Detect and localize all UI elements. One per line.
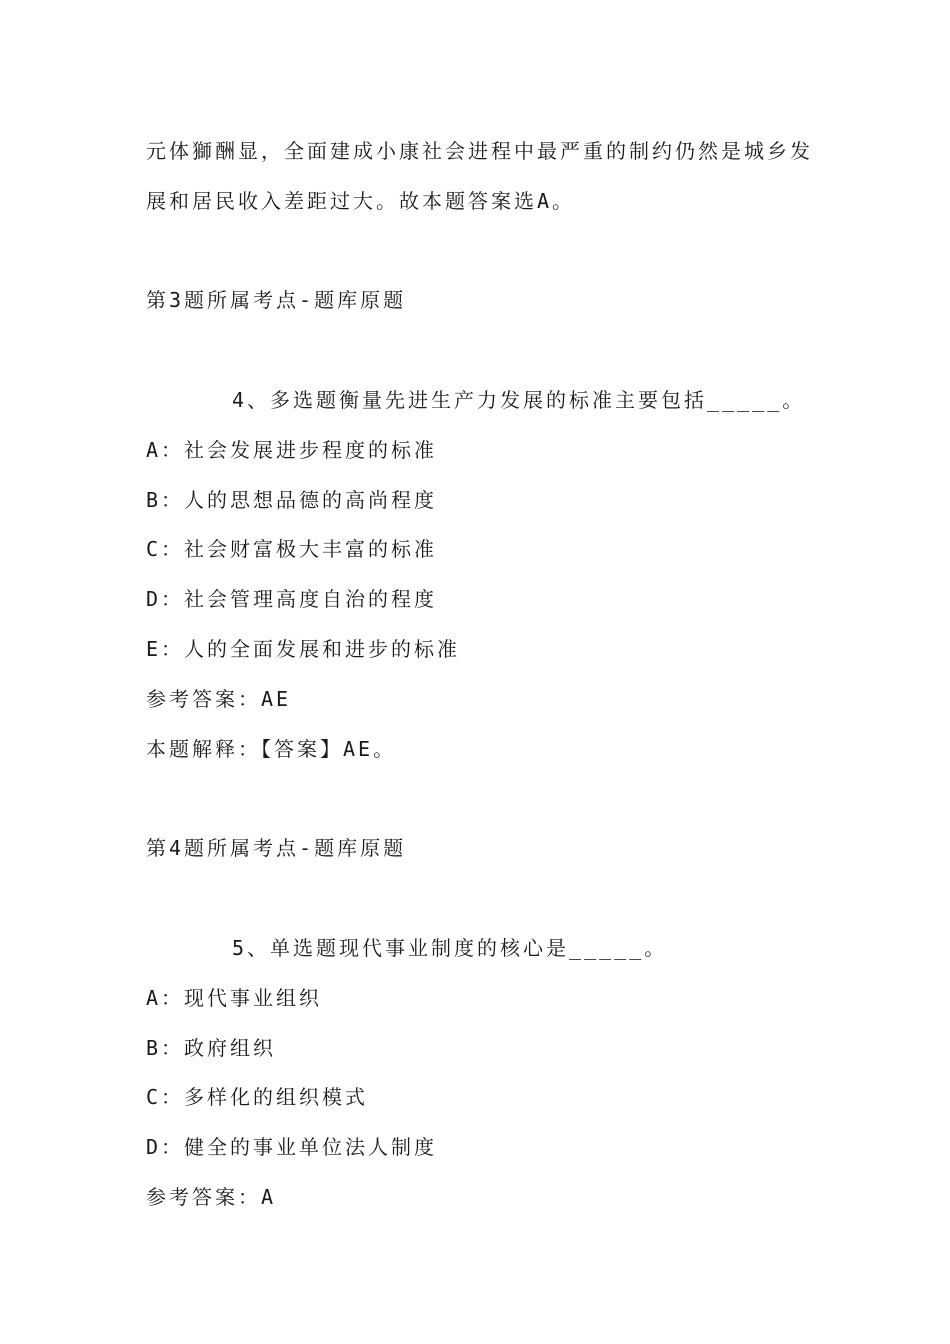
- q4-explanation: 本题解释：【答案】AE。: [146, 737, 397, 761]
- q5-title: 5、单选题现代事业制度的核心是_____。: [232, 936, 668, 960]
- q5-answer: 参考答案：A: [146, 1185, 277, 1209]
- q4-knowledge-point: 第4题所属考点-题库原题: [146, 836, 407, 860]
- q4-option-b: B：人的思想品德的高尚程度: [146, 488, 438, 512]
- q4-option-e: E：人的全面发展和进步的标准: [146, 637, 461, 661]
- q5-option-a: A：现代事业组织: [146, 986, 323, 1010]
- q5-option-d: D：健全的事业单位法人制度: [146, 1135, 438, 1159]
- q4-title: 4、多选题衡量先进生产力发展的标准主要包括_____。: [232, 388, 806, 412]
- q4-option-a: A：社会发展进步程度的标准: [146, 438, 438, 462]
- q4-option-c: C：社会财富极大丰富的标准: [146, 537, 438, 561]
- q4-answer: 参考答案：AE: [146, 687, 292, 711]
- q4-option-d: D：社会管理高度自治的程度: [146, 587, 438, 611]
- prev-explanation-line-2: 展和居民收入差距过大。故本题答案选A。: [146, 189, 576, 213]
- prev-explanation-line-1: 元体獅酬显，全面建成小康社会进程中最严重的制约仍然是城乡发: [146, 139, 813, 163]
- q5-option-b: B：政府组织: [146, 1036, 277, 1060]
- q3-knowledge-point: 第3题所属考点-题库原题: [146, 288, 407, 312]
- q5-option-c: C：多样化的组织模式: [146, 1085, 369, 1109]
